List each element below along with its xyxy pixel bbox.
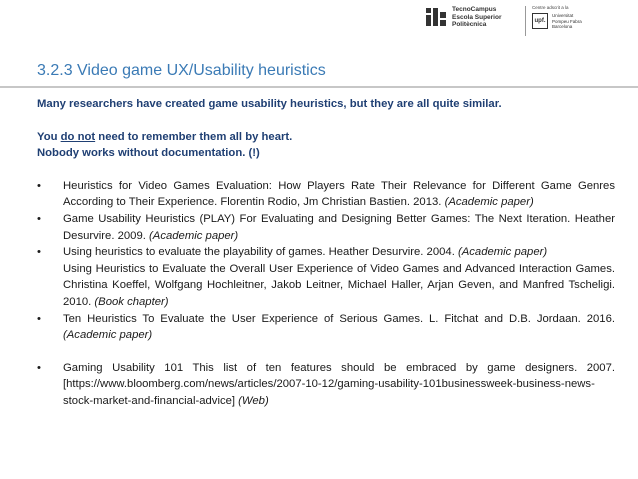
reference-text: Game Usability Heuristics (PLAY) For Evaluating and Designing Better Games: The Next Iteration. Heather Desurvire. 2009. [63,212,615,242]
reference-item [37,311,615,344]
reference-item [37,244,615,261]
header-band [0,0,638,40]
tc-line-1: TecnoCampus [452,6,497,13]
bullet: • [37,246,41,259]
upf-line-3: Barcelona [552,24,573,29]
reference-text: Ten Heuristics To Evaluate the User Experience of Serious Games. L. Fitchat and D.B. Jordaan. 2016. [63,312,615,325]
logo-divider [525,6,526,36]
note-remember [37,129,615,146]
note1-pre: You [37,130,61,143]
bullet: • [37,312,41,325]
reference-text: Using heuristics to evaluate the playability of games. Heather Desurvire. 2004. [63,246,458,259]
bullet: • [37,212,41,225]
upf-mark-icon: upf. [532,13,548,29]
intro-text: Many researchers have created game usability heuristics, but they are all quite similar. [37,98,502,110]
tecnocampus-logo-text [452,6,502,29]
upf-logo [532,5,582,30]
upf-text [552,13,582,30]
note1-underlined: do not [60,130,96,143]
tecnocampus-logo [426,6,502,29]
reference-tag: (Academic paper) [63,329,153,342]
reference-text: Gaming Usability 101 This list of ten features should be embraced by game designers. 2007. [https://www.bloomberg.com/news/articles/2007-10-12/gaming-usability-101businessweek-business-news-stock-market-and-financial-advice] [63,361,615,407]
reference-item [37,178,615,211]
note-documentation: Nobody works without documentation. (!) [37,147,260,160]
slide-title: 3.2.3 Video game UX/Usability heuristics [37,62,326,79]
upf-caption: Centre adscrit a la [532,5,569,10]
bullet: • [37,361,41,374]
reference-tag: (Book chapter) [94,295,169,308]
bullet: • [37,179,41,192]
tecnocampus-logo-icon [426,8,446,26]
reference-tag: (Academic paper) [149,229,239,242]
reference-tag: (Academic paper) [444,196,534,209]
tc-line-2: Escola Superior [452,13,502,21]
reference-tag: (Academic paper) [457,246,548,259]
title-divider [0,86,638,88]
reference-list [37,178,615,410]
reference-item [37,211,615,244]
reference-item [37,360,615,410]
note1-post: need to remember them all by heart. [95,130,293,143]
upf-line-2: Pompeu Fabra [552,18,582,24]
reference-text: Using Heuristics to Evaluate the Overall User Experience of Video Games and Advanced Interaction Games. Christina Koeffel, Wolfgang Hochleitner, Jakob Leitner, Michael Haller, Arjan Geven, and Manfred Tscheligi. 2010. [63,262,615,308]
reference-text: Heuristics for Video Games Evaluation: How Players Rate Their Relevance for Different Game Genres According to Their Experience. Florentin Rodio, Jm Christian Bastien. 2013. [63,179,615,209]
reference-item [37,261,615,311]
tc-line-3: Politècnica [452,21,487,28]
slide-content [37,96,615,410]
upf-line-1: Universitat [552,13,574,18]
reference-tag: (Web) [238,394,269,407]
